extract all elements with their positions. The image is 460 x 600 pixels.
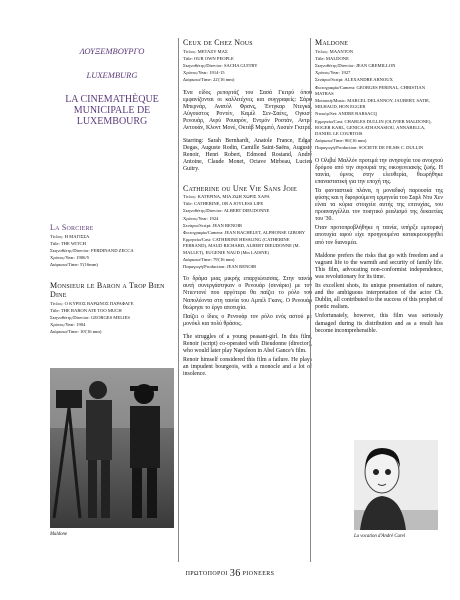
photo-caption: La vocation d'André Carel bbox=[354, 534, 406, 539]
film-title: Monsieur le Baron a Trop Bien Dine bbox=[50, 280, 165, 300]
institution-name: LA CINEMATHÈQUE MUNICIPALE DE LUXEMBOURG bbox=[65, 94, 159, 127]
film-meta-line: Σκηνοθέτης/Director: FERDINAND ZECCA bbox=[50, 247, 134, 253]
photo-maldone-image bbox=[50, 368, 174, 528]
film-meta-line: Τίτλος: ΜΕΤΑΞΥ ΜΑΣ bbox=[183, 48, 228, 54]
photo-caption: Maldone bbox=[50, 532, 68, 537]
film-meta-line: Διάρκεια/Time: 79'(16 mm) bbox=[183, 256, 235, 262]
film-meta-line: Χρόνος/Year: 1904 bbox=[50, 322, 86, 328]
film-meta-line: Title: THE BARON ATE TOO MUCH bbox=[50, 307, 122, 313]
film-meta-line: Title: OUR OWN PEOPLE bbox=[183, 55, 234, 61]
film-meta-line: Τίτλος: ΚΑΤΕΡΙΝΑ, ΜΙΑ ΖΩΗ ΧΩΡΙΣ ΧΑΡΑ bbox=[183, 194, 270, 200]
film-entry-ceux bbox=[183, 38, 312, 174]
footer-section-greek: ΠΡΩΤΟΠΟΡΟΙ bbox=[185, 571, 228, 577]
film-meta-line: Σκηνοθέτης/Director: ALBERT DIEUDONNE bbox=[183, 208, 270, 214]
film-description-greek: Παίζει ο ίδιος ο Ρενουάρ τον ρόλο ενός αστού με μονόκλ και πολύ θράσος. bbox=[183, 313, 312, 327]
film-entry-catherine bbox=[183, 184, 312, 379]
film-meta-line: Σενάριο/Script: JEAN RENOIR bbox=[183, 222, 243, 228]
film-description-english: Starring: Sarah Bernhardt, Anatole France, Edgar Degas, Auguste Rodin, Camille Saint-Saëns, Auguste Renoir, Henri Robert, Edmond Rostand, André Antoine, Claude Monet, Octave Mirbeau, Lucien Guitry. bbox=[183, 138, 312, 173]
film-description-english: The struggles of a young peasant-girl. In this film, Renoir (script) co-operated with Dieudonne (director), who would later play Napoleon in Abel Gance's film. bbox=[183, 333, 312, 355]
film-meta-line: Σκηνοθέτης/Director: GEORGES MELIES bbox=[50, 314, 130, 320]
country-greek: ΛΟΥΞΕΜΒΟΥΡΓΟ bbox=[79, 46, 145, 56]
film-meta-line: Διάρκεια/Time: 10'(16 mm) bbox=[50, 329, 102, 335]
film-meta-line: Title: MALDONE bbox=[315, 55, 349, 61]
photo-vocation-image bbox=[354, 440, 438, 530]
film-entry-baron bbox=[50, 281, 174, 336]
film-description-english: Renoir himself considered this film a failure. He plays an impudent bourgeois, with a monocle and a lot of insolence. bbox=[183, 357, 312, 378]
film-meta-line: Φωτογραφία/Camera: JEAN BACHELET, ALPHONSE GIBORY bbox=[183, 230, 306, 236]
column-2 bbox=[178, 38, 312, 562]
film-entry-maldone bbox=[315, 38, 443, 335]
footer-section-english: PIONEERS bbox=[242, 571, 275, 577]
film-meta-line: Ντεκόρ/Set: ANDRE BARSACQ bbox=[315, 111, 377, 117]
film-description-greek: Ο Ολιβιέ Μαλλόν προτιμά την ανησυχία του ανοιχτού δρόμου από την σιγουριά της οικογενειακής ζωής. Η ταινία, ύμνος στην ελευθερία, θεωρήθηκε επαναστατική για την εποχή της. bbox=[315, 157, 443, 185]
film-meta-line: Σκηνοθέτης/Director: JEAN GREMILLON bbox=[315, 62, 396, 68]
film-description-greek: Το δράμα μιας μικρής επαρχιώτισσας. Στην ταινία αυτή συνεργάστηκαν ο Ρενουάρ (σενάριο) με τον Ντιεντονέ που αργότερα θα παίζει το ρόλο του Ναπολέοντα στη ταινία του Αμπέλ Γκανς. Ο Ρενουάρ θεώρησε το έργο αποτυχία. bbox=[183, 276, 312, 311]
film-meta-line: Σενάριο/Script: ALEXANDRE ARNOUX bbox=[315, 77, 393, 83]
film-meta-line: Φωτογραφία/Camera: GEORGES PERINAL, CHRISTIAN MATRAS bbox=[315, 84, 426, 96]
film-title: Maldone bbox=[315, 38, 349, 47]
page-number: 36 bbox=[229, 568, 241, 579]
film-meta-line: Διάρκεια/Time: 22'(16 mm) bbox=[183, 77, 235, 83]
film-meta-line: Title: THE WITCH bbox=[50, 240, 86, 246]
country-english: LUXEMBURG bbox=[86, 70, 138, 80]
film-meta-line: Παραγωγή/Production: JEAN RENOIR bbox=[183, 264, 257, 270]
film-meta-line: Χρόνος/Year: 1924 bbox=[183, 215, 219, 221]
film-meta-line: Χρόνος/Year: 1927 bbox=[315, 70, 351, 76]
film-title: Ceux de Chez Nous bbox=[183, 38, 253, 47]
photo-vocation bbox=[354, 440, 438, 530]
film-meta-line: Τίτλος: Ο ΚΥΡΙΟΣ ΒΑΡΩΝΟΣ ΠΑΡΑΦΑΓΕ bbox=[50, 300, 134, 306]
film-meta-line: Διάρκεια/Time: 86'(16 mm) bbox=[315, 138, 367, 144]
photo-maldone bbox=[50, 368, 174, 528]
film-meta-line: Παραγωγή/Production: SOCIETE DE FILMS C. DULLIN bbox=[315, 145, 424, 151]
film-meta-line: Title: CATHERINE, OR A JOYLESS LIFE bbox=[183, 201, 264, 207]
film-description-greek: Ένα είδος ρεπορτάζ του Σασά Γκιτρύ όπου εμφανίζονται οι καλλιτέχνες και συγγραφείς: Σάρα Μπερνάρ, Ανατόλ Φρανς, Έντγκαρ Ντεγκά, Αύγουστος Ροντέν, Καμίλ Σεν-Σαένς, Ογκιστ Ρενουάρ, Ανρύ Ρουαρόν, Εντμόν Ροστάν, Αντρέ Αντουάν, Κλοντ Μονέ, Οκτάβ Μιρμπό, Λυσιέν Γκιτρύ. bbox=[183, 89, 312, 131]
film-meta-line: Μουσική/Music: MARCEL DELANNOY, JAUBERT, SATIE, MILHAUD, HON EGGER bbox=[315, 97, 431, 110]
film-description-greek: Τα φανταστικά πλάνα, η μοναδική παρουσία της φύσης και η διφορούμενη ερμηνεία του Σαρλ Ντυ Χεν είναι τα κύρια στοιχεία αυτής της επιτυχίας, του προαναγγέλλει τον ποιητικό ρεαλισμό της δεκαετίας του '30. bbox=[315, 187, 443, 223]
film-description-greek: Όταν προτοπροβλήθηκε η ταινία, υπήρξε εμπορική αποτυχία αφού είχε προηγουμένα κατακρεουργηθεί από τον διανομέα. bbox=[315, 225, 443, 246]
film-meta-line: Ερμηνεία/Cast: CATHERINE HESSLING (CATHERINE FERRAND), MAUD RICHARD, ALBERT DIEUDONNE (M. MALLET), EUGENIE NAUD (Mrs LAISNE) bbox=[183, 237, 300, 255]
film-description-english: Unfortunately, however, this film was seriously damaged during its distribution and as a result has become incomprehensible. bbox=[315, 313, 443, 334]
film-meta-line: Χρόνος/Year: 1906/5 bbox=[50, 255, 90, 261]
film-title: La Sorciere bbox=[50, 223, 94, 232]
film-description-english: Its excellent shots, its unique presentation of nature, and the ambiguous interpretation of the actor Ch. Dublin, all contributed to the success of this prophet of poetic realism. bbox=[315, 283, 443, 311]
film-entry-sorciere bbox=[50, 223, 174, 269]
film-meta-line: Τίτλος: ΜΑΛΝΤΟΝ bbox=[315, 48, 354, 54]
page-footer bbox=[0, 568, 460, 579]
film-title: Catherine ou Une Vie Sans Joie bbox=[183, 183, 297, 193]
film-meta-line: Ερμηνεία/Cast: CHARLES DULLIN (OLIVIER MALDONE), ROGER KARL, GENICA ATHANASIOU, ANNABELLA, DANIEL LE COURTOIS bbox=[315, 118, 432, 136]
film-meta-line: Χρόνος/Year: 1914-15 bbox=[183, 70, 225, 76]
film-meta-line: Τίτλος: Η ΜΑΓΙΣΣΑ bbox=[50, 233, 90, 239]
film-meta-line: Σκηνοθέτης/Director: SACHA GUITRY bbox=[183, 62, 258, 68]
film-description-english: Maldone prefers the risks that go with freedom and a vagrant life to the warmth and security of family life. This film, advocating non-conformist independence, was revolutionary for its time. bbox=[315, 252, 443, 280]
film-meta-line: Διάρκεια/Time: 5'(16mm) bbox=[50, 262, 98, 268]
